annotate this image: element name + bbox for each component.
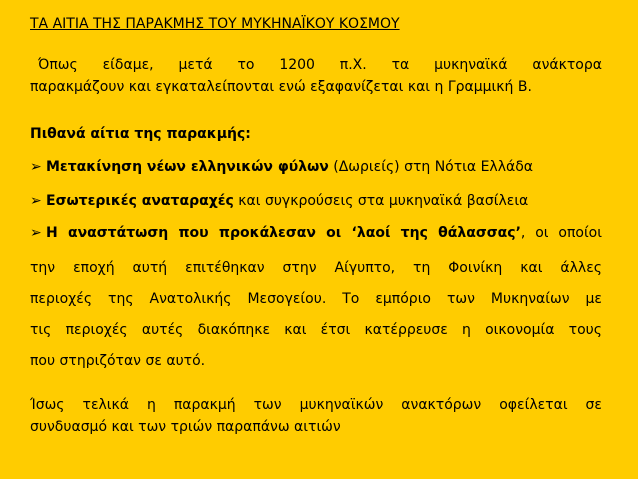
intro-paragraph <box>30 54 602 98</box>
slide-title: ΤΑ ΑΙΤΙΑ ΤΗΣ ΠΑΡΑΚΜΗΣ ΤΟΥ ΜΥΚΗΝΑΪΚΟΥ ΚΟΣΜΟΥ <box>30 16 400 32</box>
continuation-line-3: τις περιοχές αυτές διακόπηκε και έτσι κατέρρευσε η οικονομία τους <box>30 322 602 338</box>
bullet-text: και συγκρούσεις στα μυκηναϊκά βασίλεια <box>233 193 529 209</box>
bullet-text: (Δωριείς) στη Νότια Ελλάδα <box>328 159 534 175</box>
bullet-sea-peoples-line <box>30 222 602 253</box>
bullet-bold-text: Εσωτερικές αναταραχές <box>46 193 234 209</box>
bullet-internal-unrest <box>30 190 602 212</box>
continuation-line-1: την εποχή αυτή επιτέθηκαν στην Αίγυπτο, τη Φοινίκη και άλλες <box>30 260 602 276</box>
bullet-bold-text: Μετακίνηση νέων ελληνικών φύλων <box>46 159 329 175</box>
continuation-line-4: που στηριζόταν σε αυτό. <box>30 353 206 369</box>
conclusion-line-1: Ίσως τελικά η παρακμή των μυκηναϊκών ανακτόρων οφείλεται σε <box>30 397 602 413</box>
arrow-bullet-icon: ➢ <box>30 193 42 209</box>
bullet-bold-text: Η αναστάτωση που προκάλεσαν οι ‘λαοί της θάλασσας’ <box>46 225 521 241</box>
conclusion-line-2: συνδυασμό και των τριών παραπάνω αιτιών <box>30 419 341 435</box>
arrow-bullet-icon: ➢ <box>30 159 42 175</box>
continuation-line-2: περιοχές της Ανατολικής Μεσογείου. Το εμπόριο των Μυκηναίων με <box>30 291 602 307</box>
arrow-bullet-icon: ➢ <box>30 225 42 241</box>
causes-heading: Πιθανά αίτια της παρακμής: <box>30 126 251 142</box>
intro-line-2: παρακμάζουν και εγκαταλείπονται ενώ εξαφανίζεται και η Γραμμική Β. <box>30 79 532 95</box>
bullet-migration <box>30 156 602 178</box>
bullet-sea-peoples <box>30 222 602 377</box>
intro-line-1: Όπως είδαμε, μετά το 1200 π.Χ. τα μυκηναϊκά ανάκτορα <box>38 57 602 73</box>
conclusion-paragraph <box>30 394 602 438</box>
bullet-text: , οι οποίοι <box>520 225 602 241</box>
